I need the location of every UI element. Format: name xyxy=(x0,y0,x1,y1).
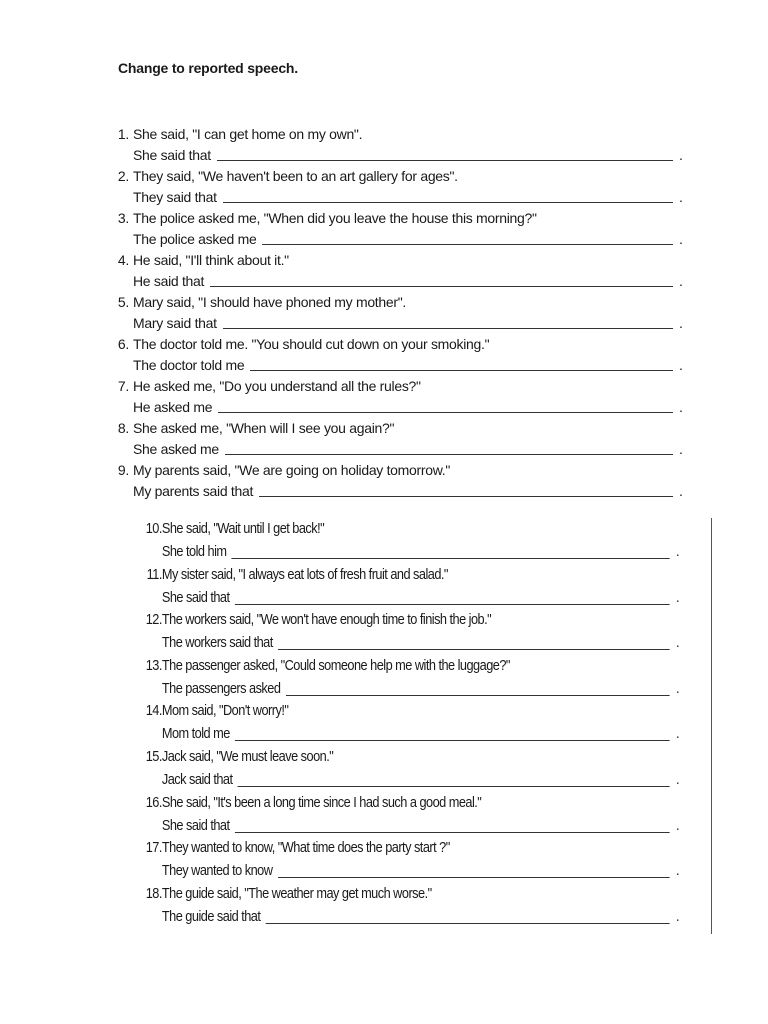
reported-speech-lead: The police asked me xyxy=(133,231,257,247)
exercise-item xyxy=(107,461,707,505)
end-period: . xyxy=(675,772,680,788)
end-period: . xyxy=(675,908,680,925)
item-number: 9. xyxy=(117,462,129,478)
reported-speech-lead: The passengers asked xyxy=(161,680,281,697)
direct-speech-sentence: The doctor told me. "You should cut down on your smoking." xyxy=(133,336,490,352)
reported-speech-lead: She said that xyxy=(133,147,211,163)
answer-blank[interactable] xyxy=(235,604,670,605)
reported-speech-lead: She said that xyxy=(161,817,230,834)
reported-speech-lead: The guide said that xyxy=(161,908,261,925)
reported-speech-lead: The doctor told me xyxy=(133,357,245,373)
reported-speech-lead: The workers said that xyxy=(161,635,273,652)
exercise-item xyxy=(139,794,680,838)
direct-speech-sentence: The guide said, "The weather may get much worse." xyxy=(161,885,432,902)
reported-speech-lead: She told him xyxy=(161,544,227,560)
reported-speech-lead: He asked me xyxy=(133,399,213,415)
end-period: . xyxy=(679,315,683,331)
answer-blank[interactable] xyxy=(278,649,670,650)
item-number: 4. xyxy=(117,252,129,268)
answer-blank[interactable] xyxy=(223,328,673,329)
direct-speech-sentence: The workers said, "We won't have enough time to finish the job." xyxy=(161,612,492,629)
item-number: 14. xyxy=(145,703,162,720)
answer-blank[interactable] xyxy=(218,412,673,413)
direct-speech-sentence: Mom said, "Don't worry!" xyxy=(161,703,289,720)
exercise-item xyxy=(139,520,680,564)
end-period: . xyxy=(679,357,683,373)
end-period: . xyxy=(679,189,683,205)
item-number: 5. xyxy=(117,294,129,310)
answer-blank[interactable] xyxy=(210,286,673,287)
item-number: 17. xyxy=(145,840,162,857)
direct-speech-sentence: She said, "Wait until I get back!" xyxy=(161,521,325,537)
worksheet-title: Change to reported speech. xyxy=(118,60,298,76)
item-number: 7. xyxy=(117,378,129,394)
end-period: . xyxy=(679,483,683,499)
direct-speech-sentence: They said, "We haven't been to an art gallery for ages". xyxy=(133,168,458,184)
answer-blank[interactable] xyxy=(225,454,673,455)
exercise-item xyxy=(139,885,680,929)
end-period: . xyxy=(675,726,680,743)
reported-speech-lead: They wanted to know xyxy=(161,863,273,880)
end-period: . xyxy=(675,817,680,834)
margin-line xyxy=(711,518,712,934)
item-number: 8. xyxy=(117,420,129,436)
answer-blank[interactable] xyxy=(235,740,670,741)
item-number: 12. xyxy=(145,612,162,629)
end-period: . xyxy=(675,544,680,560)
item-number: 10. xyxy=(145,521,162,537)
answer-blank[interactable] xyxy=(238,786,670,787)
direct-speech-sentence: He said, "I'll think about it." xyxy=(133,252,289,268)
end-period: . xyxy=(675,589,680,606)
item-number: 6. xyxy=(117,336,129,352)
direct-speech-sentence: He asked me, "Do you understand all the rules?" xyxy=(133,378,421,394)
direct-speech-sentence: My parents said, "We are going on holiday tomorrow." xyxy=(133,462,451,478)
exercise-item xyxy=(107,419,707,463)
answer-blank[interactable] xyxy=(217,160,673,161)
exercise-item xyxy=(107,377,707,421)
answer-blank[interactable] xyxy=(250,370,673,371)
answer-blank[interactable] xyxy=(262,244,673,245)
end-period: . xyxy=(679,399,683,415)
reported-speech-lead: Mom told me xyxy=(161,726,230,743)
exercise-item xyxy=(139,657,680,701)
exercise-item xyxy=(107,293,707,337)
reported-speech-lead: She asked me xyxy=(133,441,219,457)
answer-blank[interactable] xyxy=(259,496,673,497)
reported-speech-lead: Mary said that xyxy=(133,315,217,331)
exercise-item xyxy=(139,748,680,792)
direct-speech-sentence: The police asked me, "When did you leave the house this morning?" xyxy=(133,210,537,226)
exercise-item xyxy=(139,702,680,746)
direct-speech-sentence: She said, "It's been a long time since I had such a good meal." xyxy=(161,794,482,811)
direct-speech-sentence: Mary said, "I should have phoned my mother". xyxy=(133,294,406,310)
exercise-item xyxy=(107,251,707,295)
direct-speech-sentence: They wanted to know, "What time does the party start ?" xyxy=(161,840,450,857)
answer-blank[interactable] xyxy=(223,202,673,203)
end-period: . xyxy=(679,147,683,163)
direct-speech-sentence: The passenger asked, "Could someone help me with the luggage?" xyxy=(161,657,510,674)
item-number: 15. xyxy=(145,749,162,765)
answer-blank[interactable] xyxy=(235,832,670,833)
reported-speech-lead: They said that xyxy=(133,189,217,205)
item-number: 3. xyxy=(117,210,129,226)
item-number: 11. xyxy=(146,566,162,583)
answer-blank[interactable] xyxy=(278,877,670,878)
exercise-item xyxy=(107,335,707,379)
direct-speech-sentence: My sister said, "I always eat lots of fresh fruit and salad." xyxy=(161,566,448,583)
end-period: . xyxy=(675,863,680,880)
reported-speech-lead: Jack said that xyxy=(161,772,233,788)
direct-speech-sentence: Jack said, "We must leave soon." xyxy=(161,749,334,765)
reported-speech-lead: My parents said that xyxy=(133,483,254,499)
item-number: 18. xyxy=(145,885,162,902)
end-period: . xyxy=(675,635,680,652)
reported-speech-lead: He said that xyxy=(133,273,205,289)
direct-speech-sentence: She asked me, "When will I see you again?" xyxy=(133,420,395,436)
end-period: . xyxy=(679,441,683,457)
exercise-item xyxy=(139,611,680,655)
item-number: 1. xyxy=(117,126,129,142)
exercise-item xyxy=(107,125,707,169)
answer-blank[interactable] xyxy=(266,923,670,924)
exercise-item xyxy=(139,839,680,883)
exercise-item xyxy=(139,566,680,610)
item-number: 16. xyxy=(145,794,162,811)
direct-speech-sentence: She said, "I can get home on my own". xyxy=(133,126,363,142)
answer-blank[interactable] xyxy=(286,695,670,696)
end-period: . xyxy=(679,231,683,247)
end-period: . xyxy=(675,680,680,697)
item-number: 13. xyxy=(145,657,162,674)
reported-speech-lead: She said that xyxy=(161,589,230,606)
answer-blank[interactable] xyxy=(231,558,670,559)
exercise-item xyxy=(107,209,707,253)
end-period: . xyxy=(679,273,683,289)
item-number: 2. xyxy=(117,168,129,184)
exercise-item xyxy=(107,167,707,211)
